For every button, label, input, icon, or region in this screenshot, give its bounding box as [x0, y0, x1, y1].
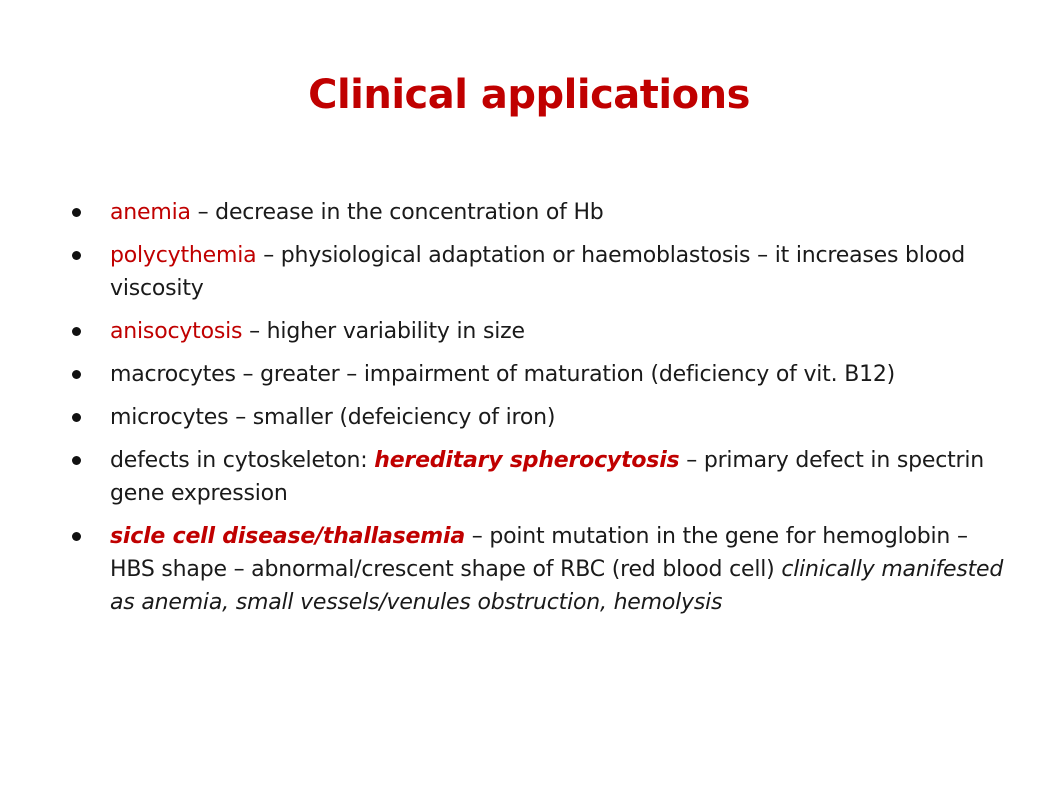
bullet-icon [72, 370, 81, 379]
bullet-icon [72, 208, 81, 217]
bullet-icon [72, 251, 81, 260]
bullet-icon [72, 413, 81, 422]
description: – primary defect in spectrin gene expression [110, 448, 985, 506]
term: anemia [110, 200, 191, 225]
clinical-note: clinically manifested as anemia, small vessels/venules obstruction, hemolysis [110, 557, 1004, 615]
prefix: defects in cytoskeleton: [110, 448, 375, 473]
description: macrocytes – greater – impairment of maturation (deficiency of vit. B12) [110, 362, 896, 387]
description: – physiological adaptation or haemoblastosis – it increases blood viscosity [110, 243, 965, 301]
list-item [72, 401, 1012, 434]
description: – point mutation in the gene for hemoglobin – HBS shape – abnormal/crescent shape of RBC (red blood cell) [110, 524, 968, 582]
term: sicle cell disease/thallasemia [110, 524, 465, 549]
list-item [72, 358, 1012, 391]
list-item [72, 520, 1012, 619]
bullet-icon [72, 327, 81, 336]
list-item [72, 239, 1012, 305]
term: polycythemia [110, 243, 257, 268]
bullet-icon [72, 456, 81, 465]
term: anisocytosis [110, 319, 243, 344]
description: – decrease in the concentration of Hb [190, 200, 604, 225]
list-item [72, 315, 1012, 348]
list-item [72, 444, 1012, 510]
bullet-list [72, 196, 1012, 629]
bullet-icon [72, 532, 81, 541]
description: microcytes – smaller (defeiciency of iron) [110, 405, 556, 430]
description: – higher variability in size [242, 319, 525, 344]
slide-title: Clinical applications [308, 72, 750, 118]
term: hereditary spherocytosis [374, 448, 680, 473]
list-item [72, 196, 1012, 229]
